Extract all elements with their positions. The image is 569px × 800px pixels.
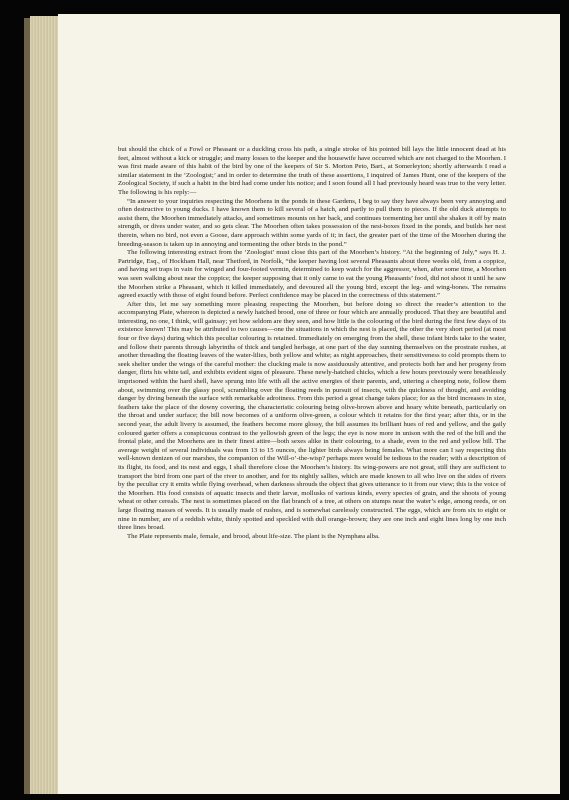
paragraph-5: The Plate represents male, female, and brood, about life-size. The plant is the Nymphæa alba.: [127, 532, 380, 540]
paragraph-4: After this, let me say something more pleasing respecting the Moorhen, but before doing so direct the reader’s attention to the accompanying Plate, whereon is depicted a newly hatched brood, one of three or four which are annually produced. That they are beautiful and interesting, no one, I think, will gainsay; yet how seldom are they seen, and how little is the colouring of the bird during the first few days of its existence known! This may be attributed to two causes—one the situations in which the nest is placed, the other the very short period (at most four or five days) during which this peculiar colouring is retained. Immediately on emerging from the shell, these infant birds take to the water, and follow their parents through labyrinths of thick and tangled herbage, at one part of the day sunning themselves on the prostrate rushes, at another threading the floating leaves of the water-lilies, both yellow and white; as night approaches, their sensitiveness to cold prompts them to seek shelter under the wings of the careful mother: the clucking male is now assiduously attentive, and protects both her and her progeny from danger, flirts his white tail, and exhibits evident signs of pleasure. These newly-hatched chicks, which a few hours previously were breathlessly imprisoned within the hard shell, have sprung into life with all the active energies of their parents, and, uttering a cheeping note, follow them about, swimming over the glassy pool, scrambling over the floating reeds in pursuit of insects, with the quickness of thought, and avoiding danger by diving beneath the surface with remarkable adroitness. From this period a great change takes place; for as the bird increases in size, feathers take the place of the downy covering, the characteristic colouring being olive-brown above and hoary white beneath, particularly on the throat and under surface; the bill now becomes of a uniform olive-green, a colour which it retains for the first year; after this, or in the second year, the adult livery is assumed, the feathers become more glossy, the bill assumes its brilliant hues of red and yellow, and the gaily coloured garter offers a conspicuous contrast to the yellowish green of the legs; the eye is now more in unison with the red of the bill and the frontal plate, and the Moorhens are in their finest attire—both sexes alike in their colouring, to a shade, even to the red and yellow bill. The average weight of several individuals was from 13 to 15 ounces, the lighter birds always being females. What more can I say respecting this well-known denizen of our marshes, the companion of the Will-o’-the-wisp? perhaps more would be tedious to the reader; with a description of its flight, its food, and its nest and eggs, I shall therefore close the Moorhen’s history. Its wing-powers are not great, still they are sufficient to transport the bird from one part of the river to another, and for its nightly sallies, which are made known to all who live on the sides of rivers by the peculiar cry it emits while flying overhead, when darkness shrouds the object that gives utterance to it from our view; this is the voice of the Moorhen. His food consists of aquatic insects and their larvæ, mollusks of various kinds, every species of grain, and the shoots of young wheat or other cereals. The nest is sometimes placed on the flat branch of a tree, at others on stumps near the water’s edge, among reeds, or on large floating masses of weeds. It is usually made of rushes, and is somewhat carelessly constructed. The eggs, which are from six to eight or nine in number, are of a reddish white, thinly spotted and speckled with dull orange-brown; they are one inch and eight lines long by one inch three lines broad.: [118, 300, 506, 532]
page-text: [118, 146, 506, 541]
paragraph-1: but should the chick of a Fowl or Pheasant or a duckling cross his path, a single stroke of his pointed bill lays the little innocent dead at his feet, almost without a kick or struggle; and many losses to the keeper and the housewife have occurred which are not charged to the Moorhen. I was first made aware of this habit of the bird by one of the keepers of Sir S. Morton Peto, Bart., at Somerleyton; shortly afterwards I read a similar statement in the ‘Zoologist;’ and in order to determine the truth of these assertions, I inquired of James Hunt, one of the keepers of the Zoological Society, if such a habit in the bird had come under his notice; and I soon found all I had previously heard was true to the very letter. The following is his reply:—: [118, 146, 506, 196]
paragraph-2: “In answer to your inquiries respecting the Moorhens in the ponds in these Gardens, I beg to say they have always been very annoying and often destructive to young ducks. I have known them to kill several of a hatch, and partly to pull them to pieces. If the old duck attempts to assist them, the Moorhen immediately attacks, and sometimes mounts on her back, and continues tormenting her until she shakes it off by main strength, or dives under water, and so gets clear. The Moorhen often takes possession of the nest-boxes fixed in the ponds, and builds her nest therein, when no bird, not even a Goose, dare approach within some yards of it; in fact, the greater part of the time of the Moorhen during the breeding-season is taken up in annoying and tormenting the other birds in the pond.”: [118, 197, 506, 248]
paragraph-3: The following interesting extract from the ‘Zoologist’ must close this part of the Moorhen’s history. “At the beginning of July,” says H. J. Partridge, Esq., of Hockham Hall, near Thetford, in Norfolk, “the keeper having lost several Pheasants about three weeks old, from a coppice, and having set traps in vain for winged and four-footed vermin, determined to keep watch for the aggressor, when, after some time, a Moorhen was seen walking about near the coppice; the keeper supposing that it only came to eat the young Pheasants’ food, did not shoot it until he saw the Moorhen strike a Pheasant, which it killed immediately, and devoured all the young bird, except the leg- and wing-bones. The remains agreed exactly with those of eight found before. Perfect confidence may be placed in the correctness of this statement.”: [118, 249, 506, 300]
